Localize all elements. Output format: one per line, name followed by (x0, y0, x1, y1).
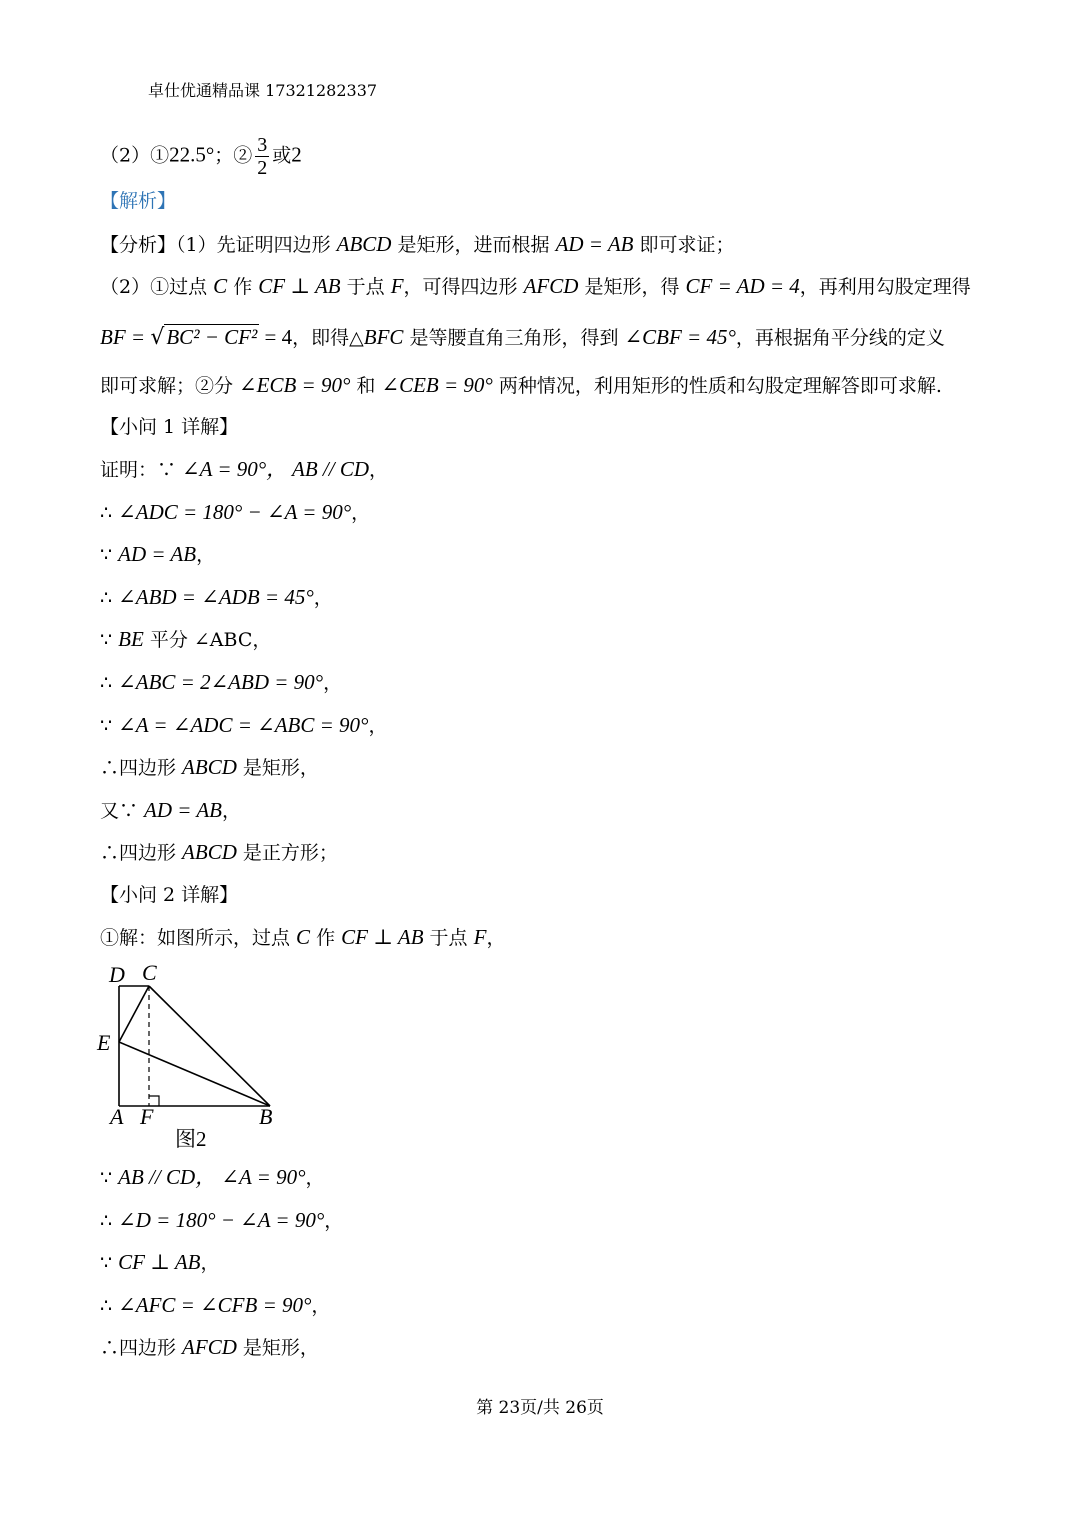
analysis-line-4: 即可求解；②分 ∠ECB = 90° 和 ∠CEB = 90° 两种情况，利用矩形的性质和勾股定理解答即可求解. (100, 373, 942, 397)
q1-line: ∴ ∠ADC = 180° − ∠A = 90°， (100, 499, 371, 524)
q1-line: ∴四边形 ABCD 是正方形； (100, 840, 338, 865)
q2-intro: ①解：如图所示，过点 C 作 CF ⊥ AB 于点 F， (100, 925, 506, 949)
q2-line: ∴四边形 AFCD 是矩形， (100, 1335, 319, 1359)
page-footer: 第 23页/共 26页 (476, 1398, 604, 1418)
q2-line: ∴ ∠AFC = ∠CFB = 90°， (100, 1292, 331, 1317)
q2-line: ∵ AB // CD， ∠A = 90°， (100, 1165, 325, 1189)
jiexi-tag: 【解析】 (100, 190, 177, 212)
q1-line: ∵ BE 平分 ∠ABC， (100, 627, 272, 652)
analysis-line-1: 【分析】（1）先证明四边形 ABCD 是矩形，进而根据 AD = AB 即可求证； (100, 232, 735, 256)
q2-line: ∴ ∠D = 180° − ∠A = 90°， (100, 1207, 344, 1232)
sqrt-expression: √BC² − CF² (150, 325, 258, 350)
q1-title: 【小问 1 详解】 (100, 416, 239, 438)
q1-line: ∵ AD = AB， (100, 542, 216, 567)
q1-line: ∴ ∠ABD = ∠ADB = 45°， (100, 584, 333, 609)
label-D: D (109, 962, 125, 987)
q1-line: ∵ ∠A = ∠ADC = ∠ABC = 90°， (100, 712, 388, 737)
q1-line: 又∵ AD = AB， (100, 797, 242, 822)
figure-caption: 图2 (175, 1127, 207, 1151)
label-B: B (259, 1104, 273, 1129)
geometry-figure (92, 960, 292, 1160)
analysis-line-2: （2）①过点 C 作 CF ⊥ AB 于点 F，可得四边形 AFCD 是矩形，得 CF = AD = 4，再利用勾股定理得 (100, 274, 971, 298)
q1-line: 证明：∵ ∠A = 90°， AB // CD， (100, 457, 389, 481)
label-E: E (97, 1030, 111, 1055)
answer-line: （2）①22.5°；② $\frac{3}{2}$ 或2 (100, 134, 302, 179)
label-C: C (142, 960, 157, 985)
segment-CB (149, 986, 270, 1106)
label-F: F (140, 1104, 154, 1129)
q2-title: 【小问 2 详解】 (100, 884, 239, 906)
q2-line: ∵ CF ⊥ AB， (100, 1250, 220, 1274)
analysis-line-3: BF = √BC² − CF² = 4，即得△BFC 是等腰直角三角形，得到 ∠CBF = 45°，再根据角平分线的定义 (100, 325, 945, 350)
page-header: 卓仕优通精品课 17321282337 (148, 81, 378, 100)
q1-line: ∴ ∠ABC = 2∠ABD = 90°， (100, 670, 343, 694)
segment-EB (119, 1042, 270, 1106)
fraction: $\frac{3}{2}$ (257, 134, 268, 179)
segment-EC (119, 986, 149, 1042)
q1-line: ∴四边形 ABCD 是矩形， (100, 755, 319, 780)
label-A: A (110, 1104, 124, 1129)
